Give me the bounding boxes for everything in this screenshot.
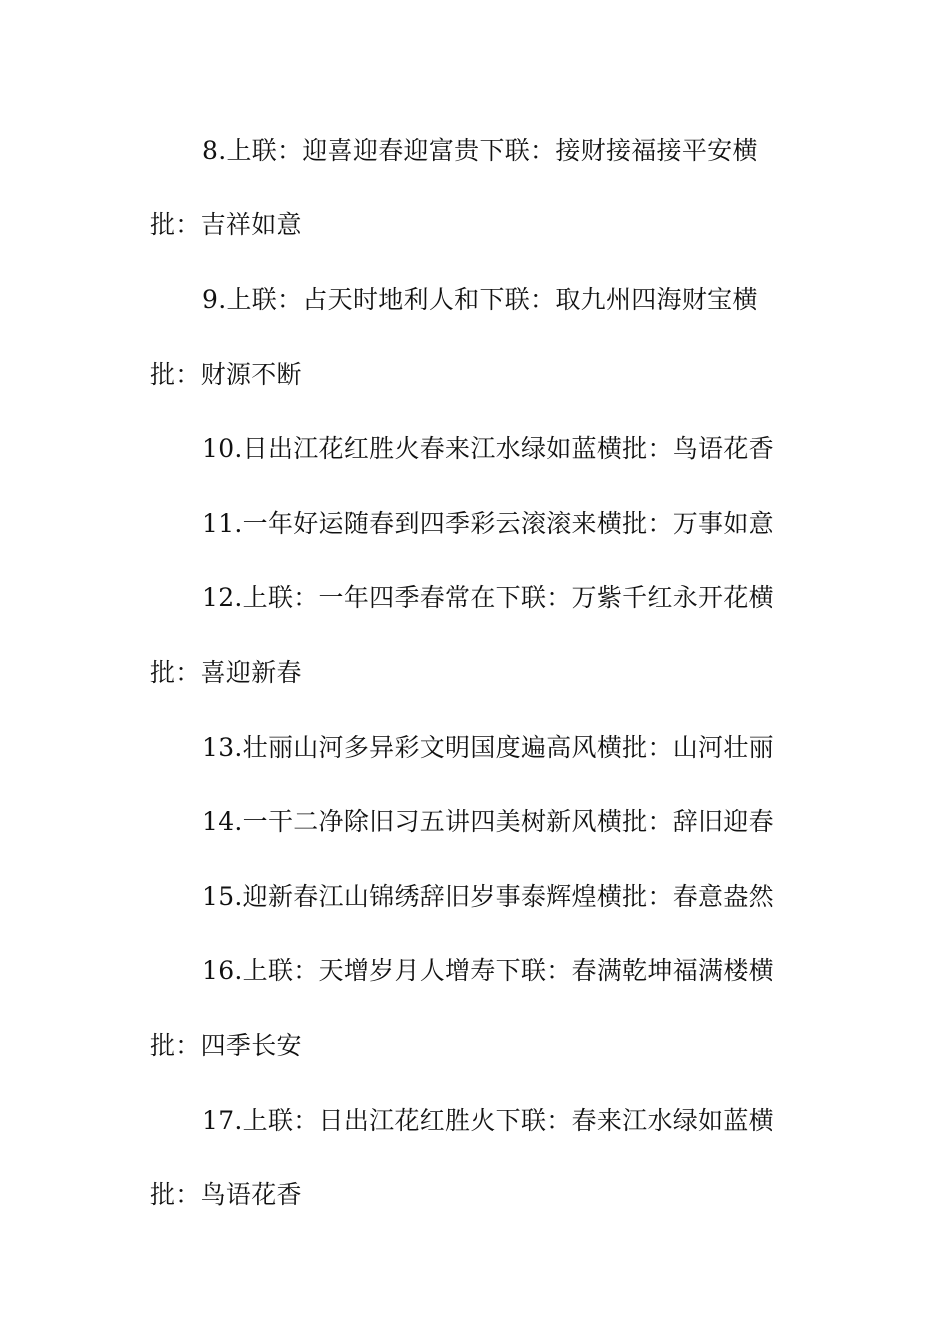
couplet-14: 14.一干二净除旧习五讲四美树新风横批：辞旧迎春 <box>202 807 774 836</box>
couplet-15: 15.迎新春江山锦绣辞旧岁事泰辉煌横批：春意盎然 <box>202 882 774 911</box>
couplet-12-line-2: 批：喜迎新春 <box>150 658 302 687</box>
couplet-10: 10.日出江花红胜火春来江水绿如蓝横批：鸟语花香 <box>202 434 774 463</box>
couplet-9-line-2: 批：财源不断 <box>150 360 302 389</box>
couplet-13: 13.壮丽山河多异彩文明国度遍高风横批：山河壮丽 <box>202 733 774 762</box>
couplet-12-line-1: 12.上联：一年四季春常在下联：万紫千红永开花横 <box>202 583 774 612</box>
couplet-16-line-2: 批：四季长安 <box>150 1031 302 1060</box>
couplet-17-line-2: 批：鸟语花香 <box>150 1180 302 1209</box>
couplet-17-line-1: 17.上联：日出江花红胜火下联：春来江水绿如蓝横 <box>202 1106 774 1135</box>
couplet-16-line-1: 16.上联：天增岁月人增寿下联：春满乾坤福满楼横 <box>202 956 774 985</box>
couplet-8-line-2: 批：吉祥如意 <box>150 210 302 239</box>
couplet-9-line-1: 9.上联：占天时地利人和下联：取九州四海财宝横 <box>202 285 758 314</box>
couplet-11: 11.一年好运随春到四季彩云滚滚来横批：万事如意 <box>202 509 774 538</box>
couplet-8-line-1: 8.上联：迎喜迎春迎富贵下联：接财接福接平安横 <box>202 136 758 165</box>
